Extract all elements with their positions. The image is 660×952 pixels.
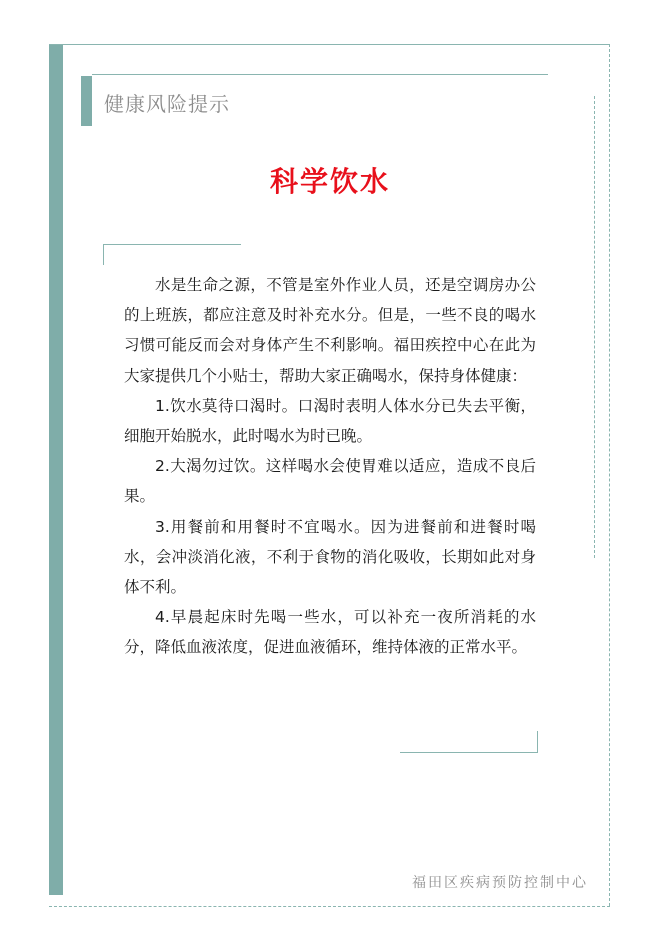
- corner-bracket-bottom-right-vertical: [537, 731, 538, 752]
- tip-paragraph-2: 2.大渴勿过饮。这样喝水会使胃难以适应，造成不良后果。: [124, 457, 536, 506]
- corner-bracket-bottom-right: [400, 752, 538, 753]
- header-title: 健康风险提示: [104, 92, 230, 116]
- corner-bracket-top-left-vertical: [103, 244, 104, 265]
- article-body: [124, 270, 536, 663]
- tip-paragraph-1: 1.饮水莫待口渴时。口渴时表明人体水分已失去平衡，细胞开始脱水，此时喝水为时已晚。: [124, 396, 536, 446]
- tip-paragraph-3: 3.用餐前和用餐时不宜喝水。因为进餐前和进餐时喝水，会冲淡消化液，不利于食物的消化吸收，长期如此对身体不利。: [124, 517, 536, 597]
- article-title: 科学饮水: [269, 165, 390, 198]
- header-divider-line: [92, 74, 548, 75]
- frame-top-border: [49, 44, 610, 45]
- frame-bottom-dashed-border: [49, 906, 610, 907]
- corner-bracket-top-left: [103, 244, 241, 245]
- header-accent-block: [81, 76, 92, 126]
- tip-paragraph-4: 4.早晨起床时先喝一些水，可以补充一夜所消耗的水分，降低血液浓度，促进血液循环，维持体液的正常水平。: [124, 608, 536, 657]
- intro-paragraph: 水是生命之源，不管是室外作业人员，还是空调房办公的上班族，都应注意及时补充水分。但是，一些不良的喝水习惯可能反而会对身体产生不利影响。福田疾控中心在此为大家提供几个小贴士，帮助大家正确喝水，保持身体健康：: [124, 276, 536, 385]
- footer-organization: 福田区疾病预防控制中心: [412, 875, 588, 891]
